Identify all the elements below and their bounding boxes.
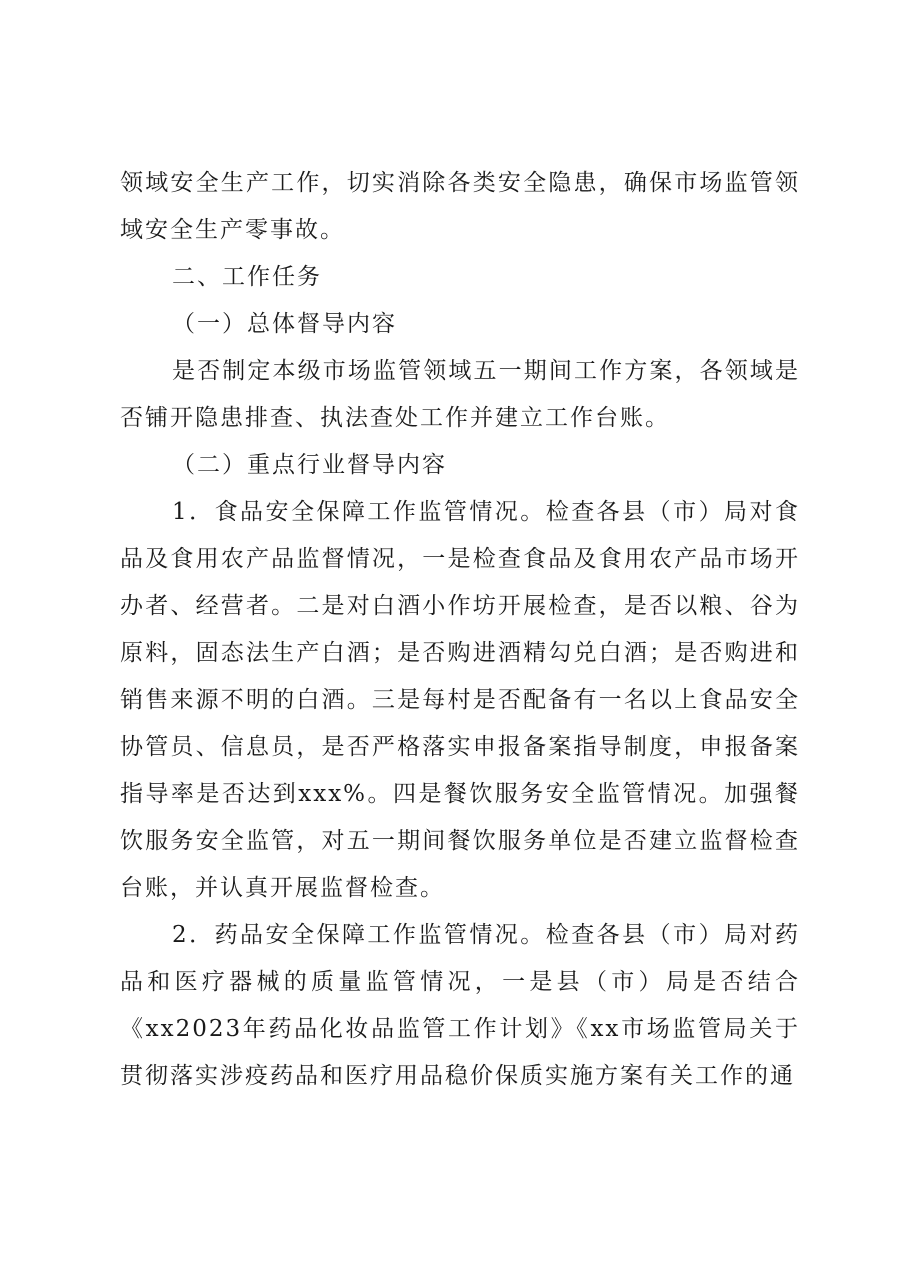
- heading-work-tasks: 二、工作任务: [172, 264, 322, 290]
- subheading-general-supervision: （一）总体督导内容: [172, 311, 397, 337]
- subheading-key-industry-supervision: （二）重点行业督导内容: [172, 452, 447, 478]
- paragraph-drug-safety: 2．药品安全保障工作监管情况。检查各县（市）局对药品和医疗器械的质量监管情况，一是县（市）局是否结合《xx2023年药品化妆品监管工作计划》《xx市场监管局关于贯彻落实涉疫药品和医疗用品稳价保质实施方案有关工作的通: [120, 922, 800, 1089]
- paragraph-food-safety: 1．食品安全保障工作监管情况。检查各县（市）局对食品及食用农产品监督情况，一是检查食品及食用农产品市场开办者、经营者。二是对白酒小作坊开展检查，是否以粮、谷为原料，固态法生产白酒；是否购进酒精勾兑白酒；是否购进和销售来源不明的白酒。三是每村是否配备有一名以上食品安全协管员、信息员，是否严格落实申报备案指导制度，申报备案指导率是否达到xxx%。四是餐饮服务安全监管情况。加强餐饮服务安全监管，对五一期间餐饮服务单位是否建立监督检查台账，并认真开展监督检查。: [120, 499, 800, 901]
- document-body: [120, 160, 800, 1100]
- paragraph-intro-continued: 领域安全生产工作，切实消除各类安全隐患，确保市场监管领域安全生产零事故。: [120, 170, 800, 243]
- paragraph-general-supervision: 是否制定本级市场监管领域五一期间工作方案，各领域是否铺开隐患排查、执法查处工作并建立工作台账。: [120, 358, 800, 431]
